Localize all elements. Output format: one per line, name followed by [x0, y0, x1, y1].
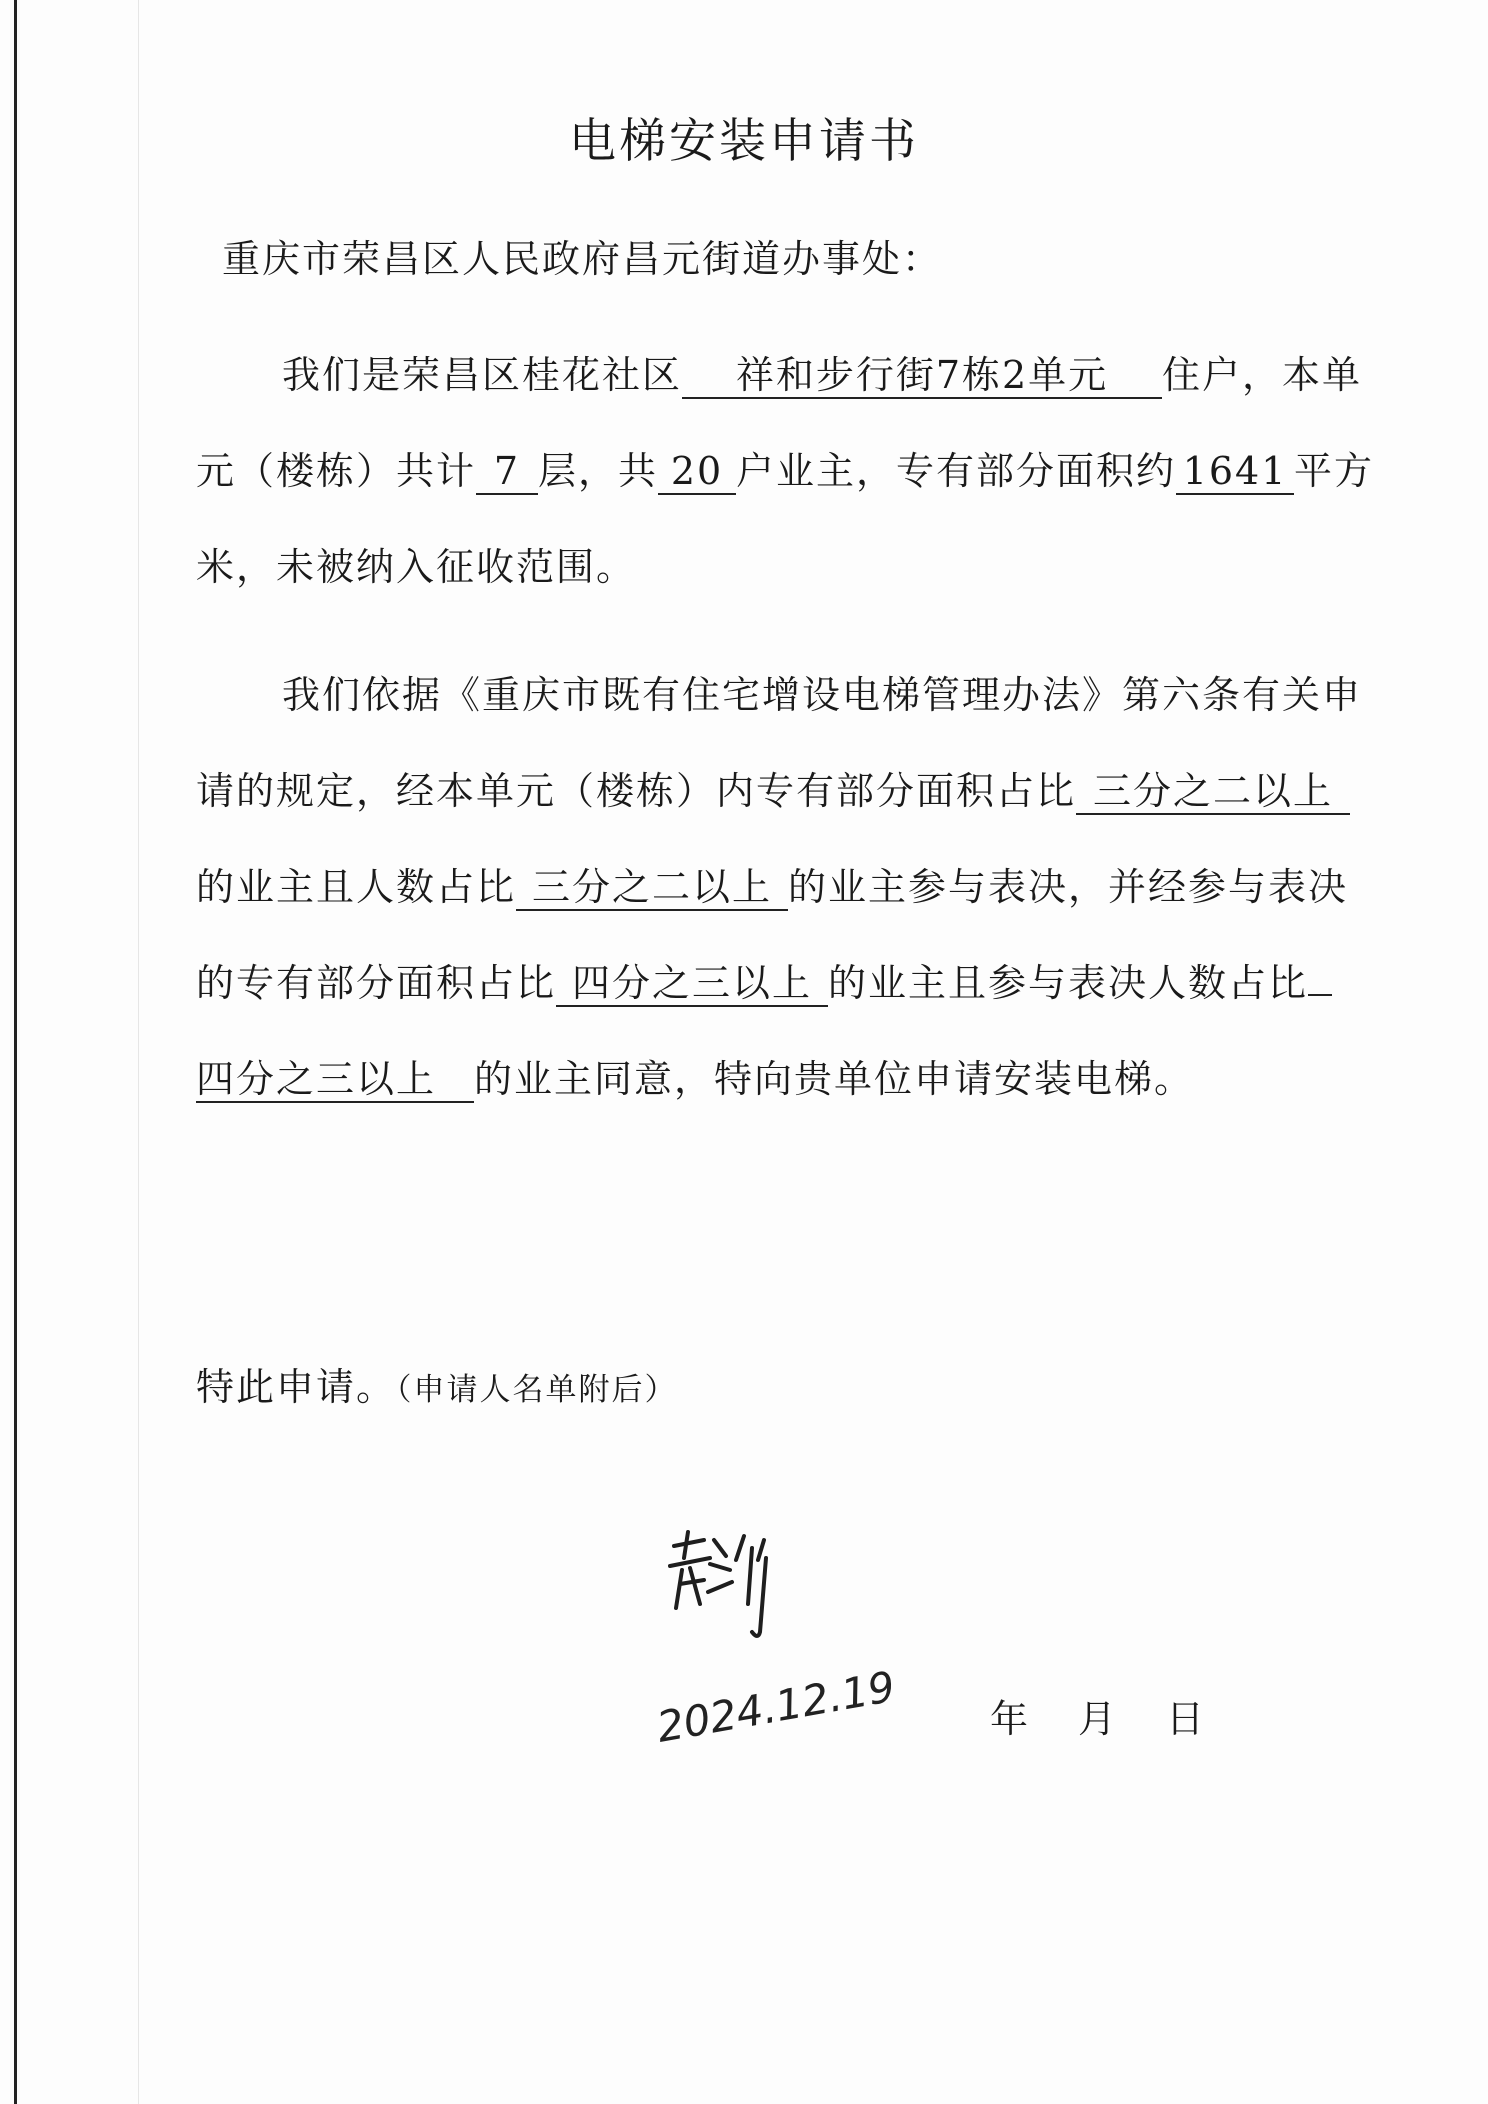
location-field: 祥和步行街7栋2单元: [682, 355, 1162, 399]
signature-name-strokes: [670, 1532, 766, 1636]
scan-margin-line: [138, 0, 139, 2104]
p2-line-5: [196, 1048, 1194, 1103]
date-month-label: 月: [1078, 1697, 1119, 1741]
p2-line-4: [196, 952, 1332, 1007]
p2-line5-suffix: 的业主同意，特向贵单位申请安装电梯。: [474, 1057, 1195, 1101]
closing-main: 特此申请。: [196, 1365, 397, 1409]
vote-area-ratio-field: 四分之三以上: [556, 963, 828, 1007]
p1-line2-c: 户业主，专有部分面积约: [736, 449, 1177, 493]
signature-svg: [640, 1500, 920, 1780]
p2-line-2: [196, 760, 1350, 815]
closing-line: [196, 1356, 678, 1411]
document-title: 电梯安装申请书: [569, 114, 919, 169]
p2-line-3: [196, 856, 1348, 911]
date-year-label: 年: [990, 1697, 1031, 1741]
people-ratio-field: 三分之二以上: [516, 867, 788, 911]
signature-date: 2024.12.19: [653, 1661, 899, 1752]
vote-people-ratio-blank: [1308, 994, 1332, 996]
date-day-label: 日: [1166, 1697, 1207, 1741]
p1-line-1: [282, 344, 1362, 399]
area-ratio-field: 三分之二以上: [1076, 771, 1350, 815]
area-field: 1641: [1176, 451, 1294, 495]
households-field: 20: [658, 451, 736, 495]
p1-line2-a: 元（楼栋）共计: [196, 449, 477, 493]
p2-line-1: 我们依据《重庆市既有住宅增设电梯管理办法》第六条有关申: [282, 673, 1363, 717]
p1-line2-d: 平方: [1294, 449, 1375, 493]
p1-line-3: 米，未被纳入征收范围。: [196, 545, 637, 589]
vote-people-ratio-field: 四分之三以上: [196, 1059, 474, 1103]
p2-line3-a: 的业主且人数占比: [196, 865, 517, 909]
p2-line4-a: 的专有部分面积占比: [196, 961, 557, 1005]
closing-note: （申请人名单附后）: [396, 1372, 678, 1408]
p1-line-2: [196, 440, 1374, 495]
handwritten-signature: [640, 1500, 920, 1780]
floors-field: 7: [476, 451, 538, 495]
recipient-line: 重庆市荣昌区人民政府昌元街道办事处：: [222, 237, 943, 281]
p1-line1-prefix: 我们是荣昌区桂花社区: [282, 353, 683, 397]
p1-line2-b: 层，共: [538, 449, 659, 493]
p2-line2-prefix: 请的规定，经本单元（楼栋）内专有部分面积占比: [196, 769, 1077, 813]
scan-edge-line: [14, 0, 17, 2104]
p2-line3-b: 的业主参与表决，并经参与表决: [788, 865, 1349, 909]
p1-line1-suffix: 住户，本单: [1162, 353, 1363, 397]
p2-line4-b: 的业主且参与表决人数占比: [828, 961, 1309, 1005]
